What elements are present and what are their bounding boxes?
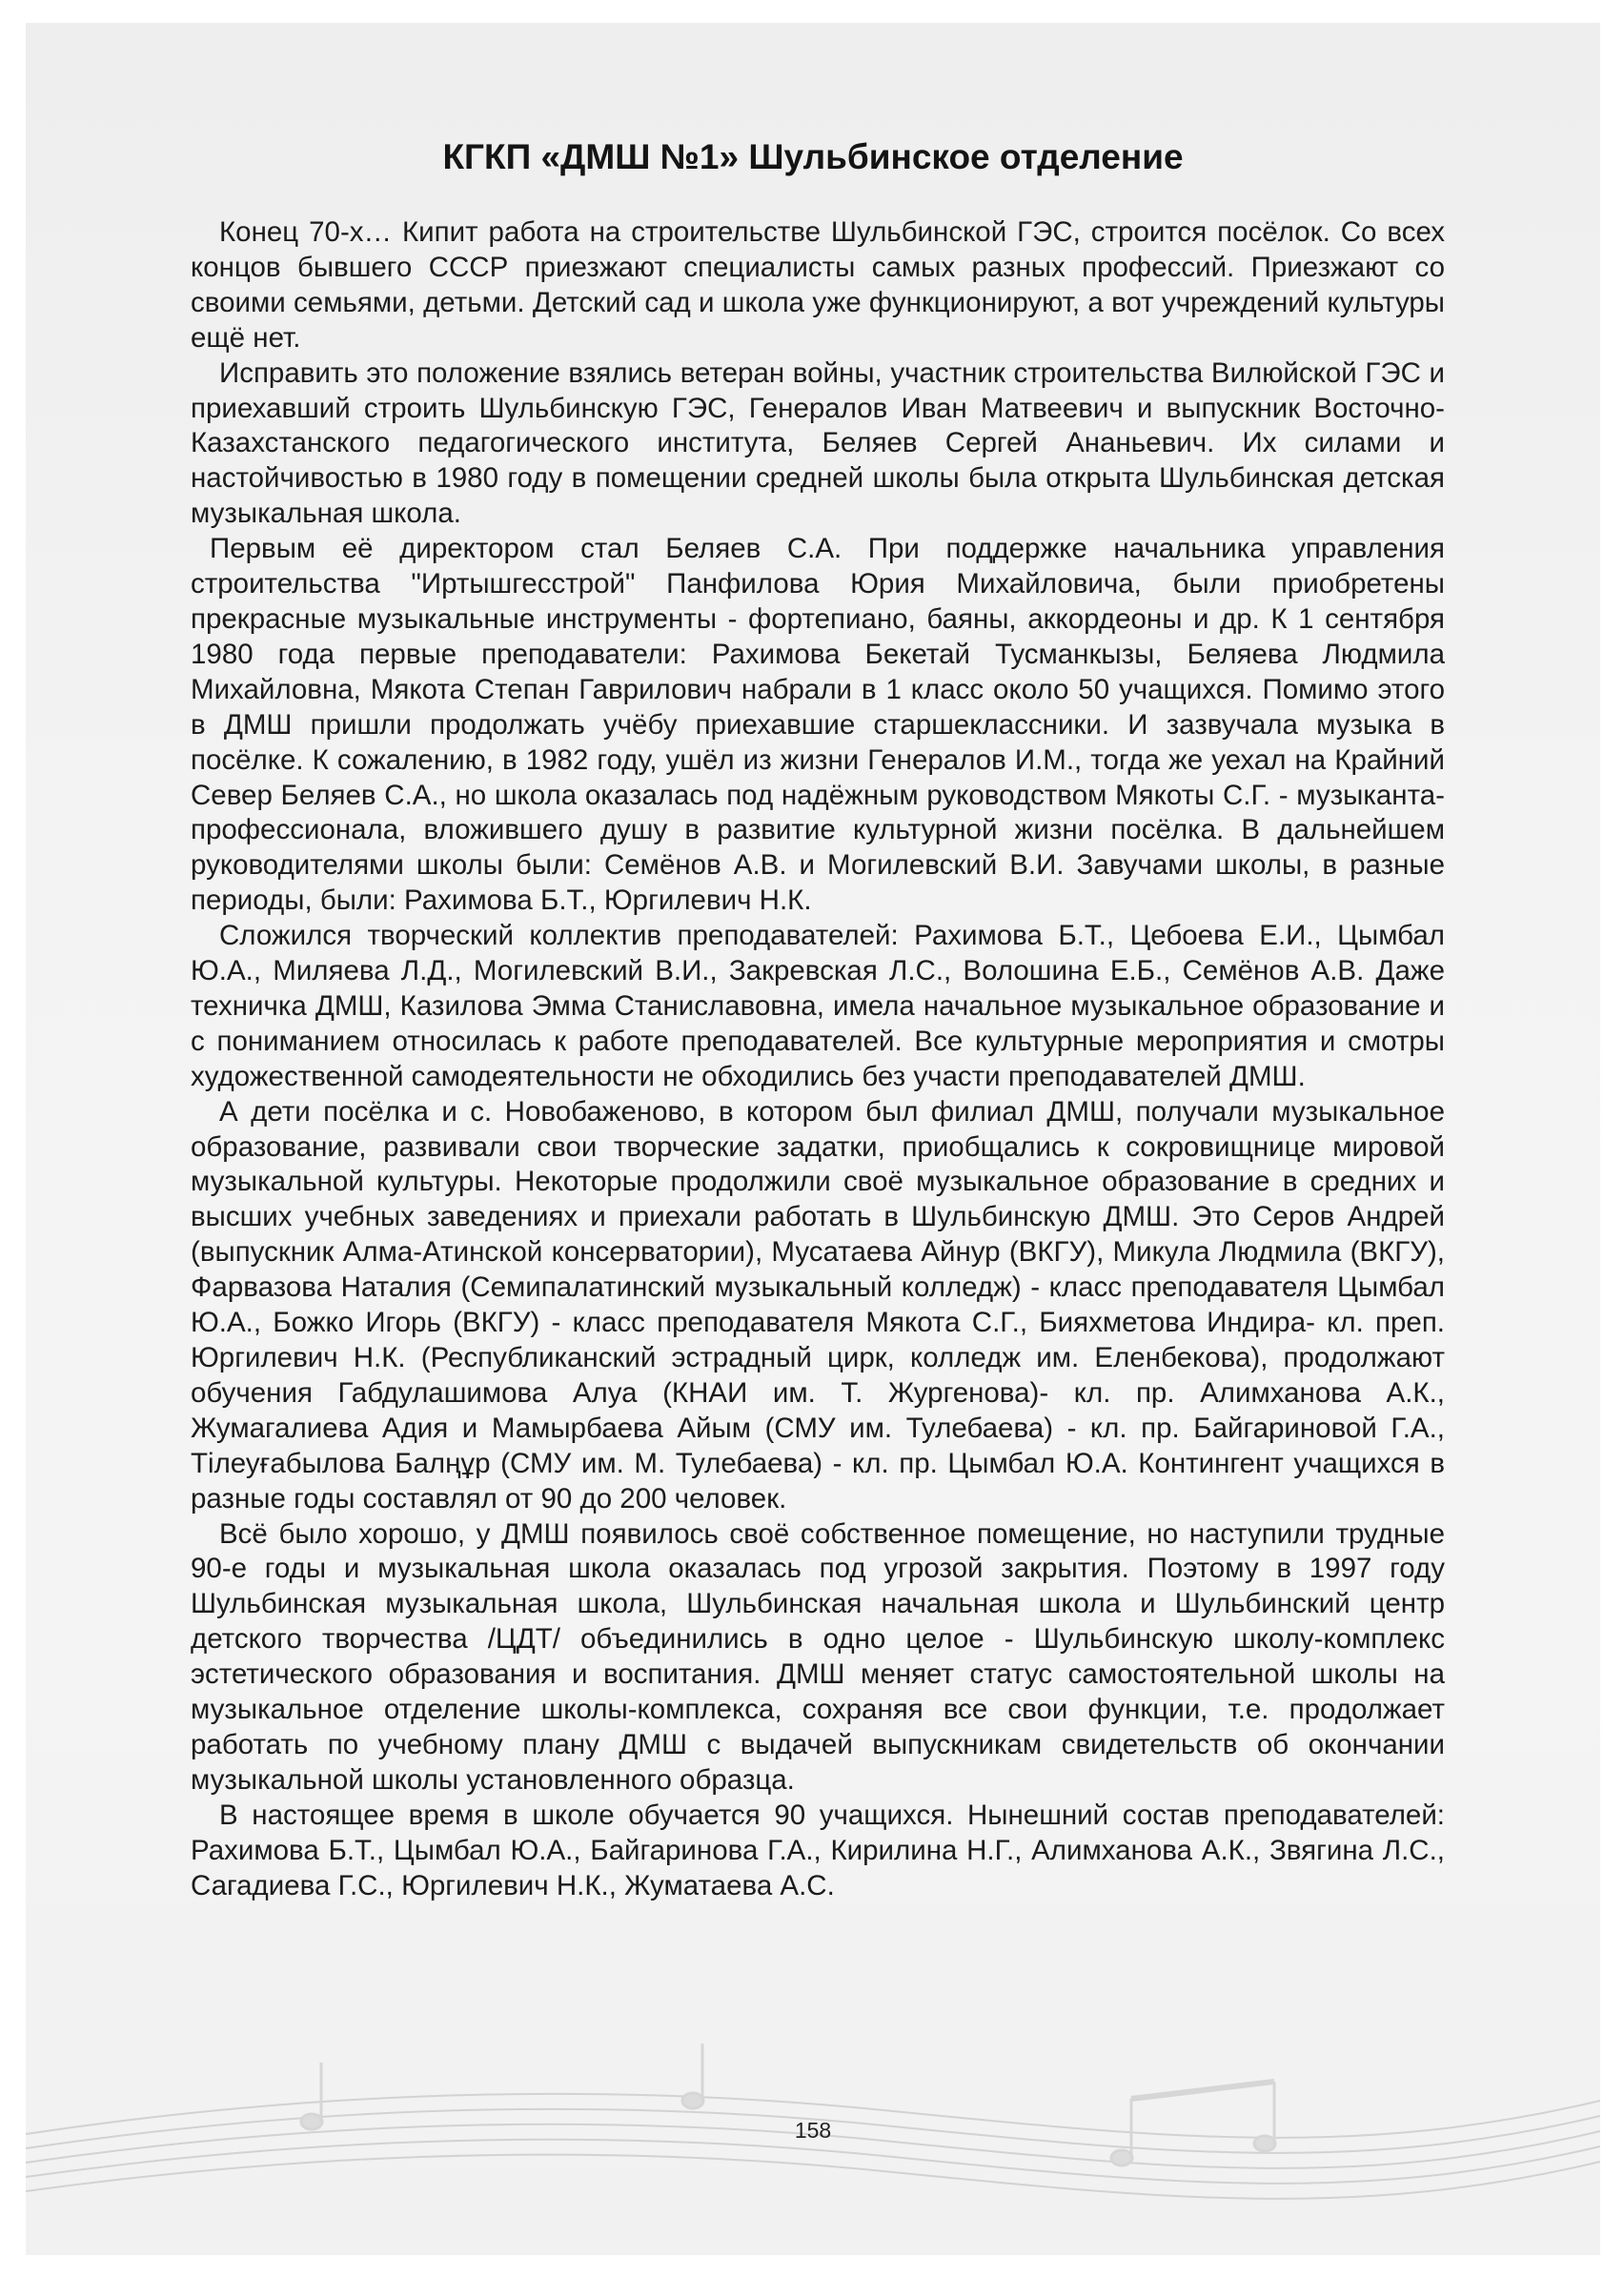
paragraph: Сложился творческий коллектив преподавателей: Рахимова Б.Т., Цебоева Е.И., Цымбал Ю.А., Миляева Л.Д., Могилевский В.И., Закревская Л.С., Волошина Е.Б., Семёнов А.В. Даже техничка ДМШ, Казилова Эмма Станиславовна, имела начальное музыкальное образование и с пониманием относилась к работе преподавателей. Все культурные мероприятия и смотры художественной самодеятельности не обходились без участи преподавателей ДМШ. — [191, 920, 1445, 1092]
paragraph: А дети посёлка и с. Новобаженово, в котором был филиал ДМШ, получали музыкальное образование, развивали свои творческие задатки, приобщались к сокровищнице мировой музыкальной культуры. Некоторые продолжили своё музыкальное образование в средних и высших учебных заведениях и приехали работать в Шульбинскую ДМШ. Это Серов Андрей (выпускник Алма-Атинской консерватории), Мусатаева Айнур (ВКГУ), Микула Людмила (ВКГУ), Фарвазова Наталия (Семипалатинский музыкальный колледж) - класс преподавателя Цымбал Ю.А., Божко Игорь (ВКГУ) - класс преподавателя Мякота С.Г., Бияхметова Индира- кл. преп. Юргилевич Н.К. (Республиканский эстрадный цирк, колледж им. Еленбекова), продолжают обучения Габдулашимова Алуа (КНАИ им. Т. Жургенова)- кл. пр. Алимханова А.К., Жумагалиева Адия и Мамырбаева Айым (СМУ им. Тулебаева) - кл. пр. Байгариновой Г.А., Тілеуғабылова Балңұр (СМУ им. М. Тулебаева) - кл. пр. Цымбал Ю.А. Контингент учащихся в разные годы составлял от 90 до 200 человек. — [191, 1095, 1445, 1515]
paragraph: Конец 70-х… Кипит работа на строительстве Шульбинской ГЭС, строится посёлок. Со всех концов бывшего СССР приезжают специалисты самых разных профессий. Приезжают со своими семьями, детьми. Детский сад и школа уже функционируют, а вот учреждений культуры ещё нет. — [191, 216, 1445, 354]
page-title: КГКП «ДМШ №1» Шульбинское отделение — [442, 137, 1184, 176]
music-staff-decoration — [26, 2043, 1600, 2253]
book-page — [26, 23, 1600, 2255]
paragraph: Исправить это положение взялись ветеран войны, участник строительства Вилюйской ГЭС и приехавший строить Шульбинскую ГЭС, Генералов Иван Матвеевич и выпускник Восточно-Казахстанского педагогического института, Беляев Сергей Ананьевич. Их силами и настойчивостью в 1980 году в помещении средней школы была открыта Шульбинская детская музыкальная школа. — [191, 356, 1445, 530]
article-body — [191, 215, 1445, 1904]
paragraph: В настоящее время в школе обучается 90 учащихся. Нынешний состав преподавателей: Рахимова Б.Т., Цымбал Ю.А., Байгаринова Г.А., Кирилина Н.Г., Алимханова А.К., Звягина Л.С., Сагадиева Г.С., Юргилевич Н.К., Жуматаева А.С. — [191, 1799, 1445, 1901]
paragraph: Всё было хорошо, у ДМШ появилось своё собственное помещение, но наступили трудные 90-е годы и музыкальная школа оказалась под угрозой закрытия. Поэтому в 1997 году Шульбинская музыкальная школа, Шульбинская начальная школа и Шульбинский центр детского творчества /ЦДТ/ объединились в одно целое - Шульбинскую школу-комплекс эстетического образования и воспитания. ДМШ меняет статус самостоятельной школы на музыкальное отделение школы-комплекса, сохраняя все свои функции, т.е. продолжает работать по учебному плану ДМШ с выдачей выпускникам свидетельств об окончании музыкальной школы установленного образца. — [191, 1517, 1445, 1796]
paragraph: Первым её директором стал Беляев С.А. При поддержке начальника управления строительства "Иртышгесстрой" Панфилова Юрия Михайловича, были приобретены прекрасные музыкальные инструменты - фортепиано, баяны, аккордеоны и др. К 1 сентября 1980 года первые преподаватели: Рахимова Бекетай Тусманкызы, Беляева Людмила Михайловна, Мякота Степан Гаврилович набрали в 1 класс около 50 учащихся. Помимо этого в ДМШ пришли продолжать учёбу приехавшие старшеклассники. И зазвучала музыка в посёлке. К сожалению, в 1982 году, ушёл из жизни Генералов И.М., тогда же уехал на Крайний Север Беляев С.А., но школа оказалась под надёжным руководством Мякоты С.Г. - музыканта-профессионала, вложившего душу в развитие культурной жизни посёлка. В дальнейшем руководителями школы были: Семёнов А.В. и Могилевский В.И. Завучами школы, в разные периоды, были: Рахимова Б.Т., Юргилевич Н.К. — [191, 533, 1445, 917]
page-number: 158 — [794, 2118, 832, 2143]
